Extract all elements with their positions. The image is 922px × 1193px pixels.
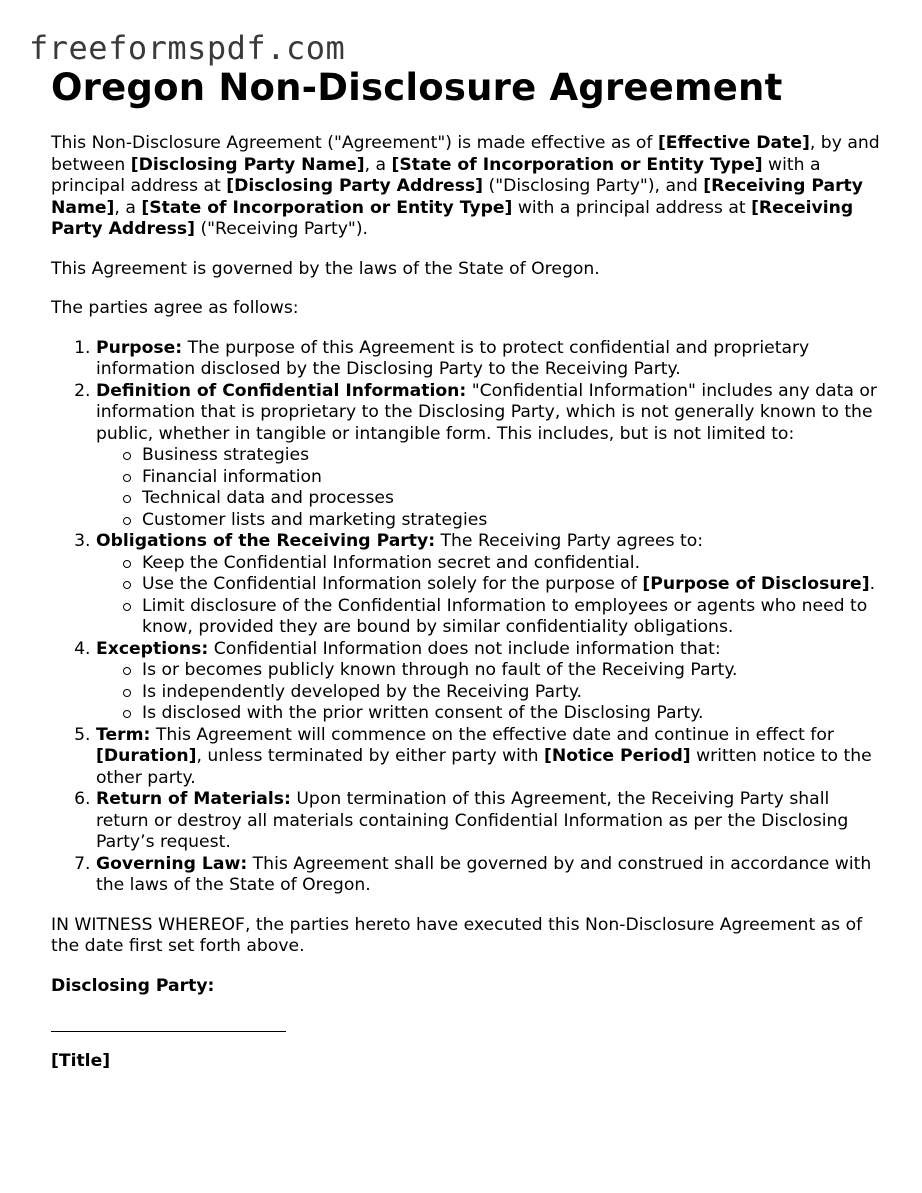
list-item-text: .	[869, 574, 876, 594]
intro-text: , a	[364, 154, 392, 175]
list-item: Financial information	[142, 467, 881, 489]
witness-statement: IN WITNESS WHEREOF, the parties hereto have executed this Non-Disclosure Agreement as of the date first set forth above.	[51, 914, 863, 956]
watermark: freeformspdf.com	[29, 29, 346, 67]
clause-text: This Agreement shall be governed by and construed in accordance with the laws of the State of Oregon.	[96, 853, 872, 895]
definition-sublist	[96, 445, 881, 531]
clause-definition	[96, 381, 881, 532]
clause-text: This Agreement will commence on the effective date and continue in effect for	[150, 724, 834, 745]
list-item-text: Use the Confidential Information solely for the purpose of	[142, 574, 643, 594]
intro-paragraph	[51, 133, 881, 241]
disclosing-state-placeholder: [State of Incorporation or Entity Type]	[391, 154, 763, 175]
clause-return-of-materials	[96, 789, 881, 854]
intro-text: , by and between	[51, 133, 880, 175]
intro-text: This Non-Disclosure Agreement ("Agreement") is made effective as of	[51, 133, 658, 153]
signature-party-label-text: Disclosing Party:	[51, 975, 215, 996]
disclosing-address-placeholder: [Disclosing Party Address]	[226, 176, 484, 196]
governed-statement: This Agreement is governed by the laws of the State of Oregon.	[51, 258, 600, 279]
receiving-state-placeholder: [State of Incorporation or Entity Type]	[141, 197, 513, 218]
clause-heading: Definition of Confidential Information:	[96, 380, 467, 401]
receiving-party-name-placeholder: [Receiving Party Name]	[51, 176, 863, 218]
list-item: Is or becomes publicly known through no fault of the Receiving Party.	[142, 660, 881, 682]
clause-governing-law	[96, 854, 881, 897]
exceptions-sublist	[96, 660, 881, 725]
effective-date-placeholder: [Effective Date]	[657, 133, 810, 153]
document-page	[51, 66, 881, 1073]
obligations-sublist	[96, 553, 881, 639]
clause-text: written notice to the other party.	[96, 746, 872, 788]
clause-text: Confidential Information does not include information that:	[208, 638, 721, 659]
list-item: Business strategies	[142, 445, 881, 467]
intro-text: ("Disclosing Party"), and	[483, 176, 704, 196]
list-item: Keep the Confidential Information secret and confidential.	[142, 553, 881, 575]
signature-title	[51, 1051, 881, 1073]
clause-text: , unless terminated by either party with	[196, 746, 545, 766]
intro-text: , a	[114, 197, 142, 218]
list-item	[142, 574, 881, 596]
title-placeholder: [Title]	[51, 1051, 111, 1071]
clause-text: Upon termination of this Agreement, the Receiving Party shall return or destroy all materials containing Confidential Information as per the Disclosing Party’s request.	[96, 789, 849, 852]
clause-heading: Term:	[96, 724, 151, 745]
clause-heading: Return of Materials:	[96, 789, 291, 809]
document-title: Oregon Non-Disclosure Agreement	[51, 66, 783, 109]
clause-heading: Obligations of the Receiving Party:	[96, 531, 436, 551]
clause-text: The Receiving Party agrees to:	[435, 531, 704, 551]
clause-heading: Exceptions:	[96, 638, 209, 659]
signature-line[interactable]	[51, 1031, 286, 1032]
clause-heading: Purpose:	[96, 337, 183, 358]
clause-obligations	[96, 531, 881, 639]
agree-statement: The parties agree as follows:	[51, 298, 299, 318]
clause-list	[51, 338, 881, 897]
intro-text: with a principal address at	[51, 154, 821, 196]
clause-text: The purpose of this Agreement is to protect confidential and proprietary information disclosed by the Disclosing Party to the Receiving Party.	[96, 337, 810, 379]
clause-exceptions	[96, 639, 881, 725]
intro-text: ("Receiving Party").	[194, 219, 368, 239]
list-item: Customer lists and marketing strategies	[142, 510, 881, 532]
list-item: Limit disclosure of the Confidential Information to employees or agents who need to know, provided they are bound by similar confidentiality obligations.	[142, 596, 881, 639]
disclosing-party-name-placeholder: [Disclosing Party Name]	[130, 154, 365, 175]
duration-placeholder: [Duration]	[96, 746, 197, 766]
list-item: Is independently developed by the Receiving Party.	[142, 682, 881, 704]
receiving-address-placeholder: [Receiving Party Address]	[51, 197, 854, 239]
notice-period-placeholder: [Notice Period]	[544, 746, 691, 766]
purpose-of-disclosure-placeholder: [Purpose of Disclosure]	[642, 574, 870, 594]
list-item: Technical data and processes	[142, 488, 881, 510]
clause-term	[96, 725, 881, 790]
intro-text: with a principal address at	[512, 197, 752, 218]
signature-party-label	[51, 976, 881, 998]
clause-heading: Governing Law:	[96, 853, 248, 874]
clause-purpose	[96, 338, 881, 381]
clause-text: "Confidential Information" includes any data or information that is proprietary to the Disclosing Party, which is not generally known to the public, whether in tangible or intangible form. This includes, but is not limited to:	[96, 380, 877, 444]
list-item: Is disclosed with the prior written consent of the Disclosing Party.	[142, 703, 881, 725]
